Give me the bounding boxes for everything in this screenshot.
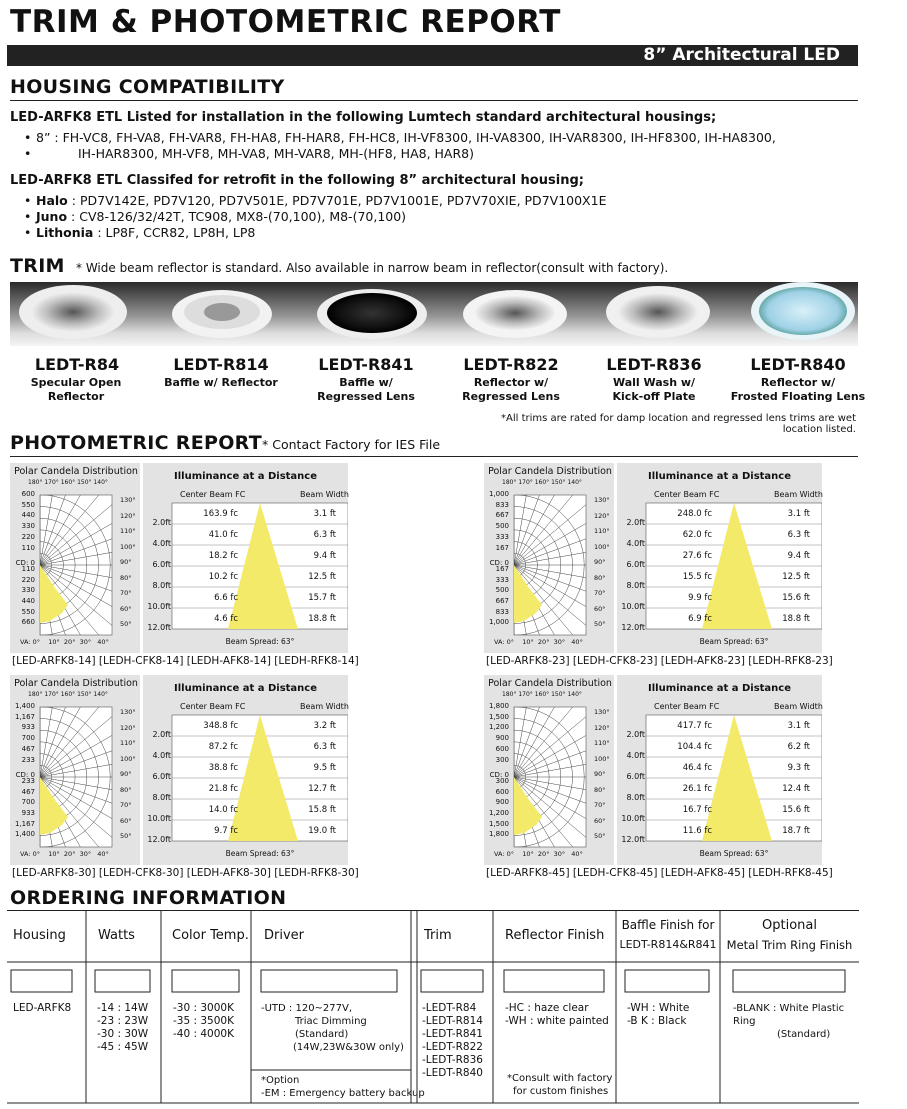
illum-title: Illuminance at a Distance bbox=[648, 471, 791, 482]
trim-photo-r822 bbox=[463, 290, 567, 338]
trim-desc: Specular Open Reflector bbox=[30, 376, 122, 403]
cd-tick: 700 bbox=[21, 734, 35, 743]
cd-tick: 900 bbox=[495, 798, 509, 807]
cd-tick: 550 bbox=[21, 500, 35, 509]
cd-tick: 1,000 bbox=[488, 618, 509, 627]
polar-angle-label: 130° bbox=[120, 496, 136, 504]
illum-title: Illuminance at a Distance bbox=[648, 683, 791, 694]
polar-top-labels: 180° 170° 160° 150° 140° bbox=[28, 479, 108, 486]
cd-tick: 660 bbox=[21, 618, 35, 627]
polar-top-labels: 180° 170° 160° 150° 140° bbox=[28, 691, 108, 698]
cd-tick: 330 bbox=[21, 586, 35, 595]
trim-photo-r814 bbox=[172, 290, 272, 338]
photometric-note: * Contact Factory for IES File bbox=[262, 437, 441, 452]
illum-title: Illuminance at a Distance bbox=[174, 471, 317, 482]
trim-note: * Wide beam reflector is standard. Also available in narrow beam in reflector(consult with factory). bbox=[76, 261, 669, 275]
report-caption: [LED-ARFK8-30] [LEDH-CFK8-30] [LEDH-AFK8-30] [LEDH-RFK8-30] bbox=[12, 867, 359, 879]
distance-label: 12.0ft bbox=[147, 835, 171, 844]
report-caption: [LED-ARFK8-23] [LEDH-CFK8-23] [LEDH-AFK8-23] [LEDH-RFK8-23] bbox=[486, 655, 833, 667]
center-beam-fc: 18.2 fc bbox=[208, 551, 238, 561]
housing-value: LED-ARFK8 bbox=[13, 1002, 72, 1014]
center-beam-fc: 62.0 fc bbox=[682, 530, 712, 540]
polar-title: Polar Candela Distribution bbox=[488, 678, 612, 689]
distance-label: 4.0ft bbox=[626, 751, 645, 760]
retrofit-list bbox=[22, 193, 862, 241]
listed-line: • IH-HAR8300, MH-VF8, MH-VA8, MH-VAR8, MH-(HF8, HA8, HAR8) bbox=[22, 146, 862, 162]
trim-photos bbox=[10, 282, 858, 346]
trim-photo-r841 bbox=[317, 289, 427, 339]
polar-angle-label: 110° bbox=[120, 527, 136, 535]
polar-angle-label: 80° bbox=[120, 573, 132, 582]
polar-angle-label: 130° bbox=[594, 708, 610, 716]
beam-width: 6.3 ft bbox=[313, 742, 336, 752]
distance-label: 8.0ft bbox=[626, 793, 645, 802]
col-trim: Trim bbox=[424, 928, 452, 943]
polar-angle-label: 50° bbox=[594, 620, 606, 628]
cd-tick: 1,167 bbox=[14, 819, 35, 828]
trim-desc: Regressed Lens bbox=[462, 390, 560, 403]
cd-tick: 667 bbox=[495, 597, 509, 605]
beam-width: 9.4 ft bbox=[787, 551, 810, 561]
cd-tick: 233 bbox=[21, 776, 35, 785]
center-beam-fc: 163.9 fc bbox=[203, 509, 238, 519]
cd-label: CD: 0 bbox=[489, 771, 509, 779]
watts-list: -14 : 14W -23 : 23W -30 : 30W -45 : 45W bbox=[97, 1002, 149, 1053]
beam-width: 9.5 ft bbox=[313, 763, 336, 773]
center-beam-fc: 14.0 fc bbox=[208, 805, 238, 815]
beam-width: 9.3 ft bbox=[787, 763, 810, 773]
retrofit-item: • Halo : PD7V142E, PD7V120, PD7V501E, PD7V701E, PD7V1001E, PD7V70XIE, PD7V100X1E bbox=[22, 193, 862, 209]
center-beam-fc: 46.4 fc bbox=[682, 763, 712, 773]
trim-heading: TRIM bbox=[10, 255, 65, 277]
col-center-beam: Center Beam FC bbox=[654, 490, 720, 499]
trim-name: LEDT-R840 bbox=[750, 355, 846, 374]
polar-angle-label: 60° bbox=[594, 604, 606, 613]
photometric-report bbox=[10, 675, 380, 885]
beam-width: 18.8 ft bbox=[308, 614, 336, 624]
polar-angle-label: 110° bbox=[120, 739, 136, 747]
optional-list: -BLANK : White Plastic Ring (Standard) bbox=[733, 1003, 845, 1040]
center-beam-fc: 26.1 fc bbox=[682, 784, 712, 794]
polar-angle-label: 100° bbox=[120, 542, 136, 551]
cd-tick: 1,500 bbox=[488, 712, 509, 721]
trim-desc: Reflector w/ bbox=[473, 376, 549, 389]
cd-tick: 600 bbox=[21, 490, 35, 498]
photometric-report bbox=[484, 463, 854, 673]
polar-angle-label: 70° bbox=[594, 589, 606, 597]
beam-width: 3.2 ft bbox=[313, 721, 336, 731]
polar-angle-label: 80° bbox=[594, 785, 606, 794]
polar-bottom-labels: VA: 0° 10° 20° 30° 40° bbox=[494, 638, 583, 646]
photometric-report bbox=[484, 675, 854, 885]
photometric-heading: PHOTOMETRIC REPORT* Contact Factory for IES File bbox=[10, 432, 441, 454]
beam-spread: Beam Spread: 63° bbox=[699, 637, 769, 646]
beam-spread: Beam Spread: 63° bbox=[225, 637, 295, 646]
photometric-report bbox=[10, 463, 380, 673]
distance-label: 12.0ft bbox=[621, 835, 645, 844]
distance-label: 8.0ft bbox=[152, 793, 171, 802]
polar-title: Polar Candela Distribution bbox=[14, 678, 138, 689]
col-beam-width: Beam Width bbox=[300, 490, 349, 499]
col-beam-width: Beam Width bbox=[774, 490, 823, 499]
trim-photo-r836 bbox=[606, 286, 710, 338]
distance-label: 10.0ft bbox=[147, 602, 171, 611]
center-beam-fc: 104.4 fc bbox=[677, 742, 712, 752]
center-beam-fc: 248.0 fc bbox=[677, 509, 712, 519]
trim-desc: Wall Wash w/ bbox=[612, 376, 696, 389]
center-beam-fc: 15.5 fc bbox=[682, 572, 712, 582]
beam-width: 15.8 ft bbox=[308, 805, 336, 815]
polar-title: Polar Candela Distribution bbox=[14, 466, 138, 477]
col-beam-width: Beam Width bbox=[300, 702, 349, 711]
polar-angle-label: 60° bbox=[594, 816, 606, 825]
polar-bottom-labels: VA: 0° 10° 20° 30° 40° bbox=[20, 638, 109, 646]
center-beam-fc: 38.8 fc bbox=[208, 763, 238, 773]
polar-title: Polar Candela Distribution bbox=[488, 466, 612, 477]
cd-tick: 440 bbox=[21, 511, 35, 520]
distance-label: 4.0ft bbox=[626, 539, 645, 548]
cd-tick: 440 bbox=[21, 597, 35, 605]
polar-angle-label: 70° bbox=[594, 801, 606, 809]
illum-title: Illuminance at a Distance bbox=[174, 683, 317, 694]
distance-label: 10.0ft bbox=[621, 814, 645, 823]
listed-list bbox=[22, 130, 862, 162]
trim-desc: Baffle w/ bbox=[339, 376, 393, 389]
beam-width: 18.8 ft bbox=[782, 614, 810, 624]
polar-angle-label: 120° bbox=[120, 723, 136, 732]
trim-name: LEDT-R814 bbox=[173, 355, 269, 374]
distance-label: 4.0ft bbox=[152, 539, 171, 548]
polar-angle-label: 90° bbox=[594, 558, 606, 566]
distance-label: 8.0ft bbox=[152, 581, 171, 590]
beam-width: 15.6 ft bbox=[782, 593, 810, 603]
divider bbox=[10, 100, 858, 101]
polar-angle-label: 60° bbox=[120, 604, 132, 613]
divider bbox=[10, 456, 858, 457]
center-beam-fc: 87.2 fc bbox=[208, 742, 238, 752]
center-beam-fc: 6.9 fc bbox=[688, 614, 712, 624]
polar-angle-label: 70° bbox=[120, 801, 132, 809]
col-driver: Driver bbox=[264, 928, 305, 943]
trim-photo-strip bbox=[10, 282, 858, 346]
cd-tick: 833 bbox=[495, 607, 509, 616]
center-beam-fc: 417.7 fc bbox=[677, 721, 712, 731]
col-color: Color Temp. bbox=[172, 928, 249, 943]
cd-tick: 833 bbox=[495, 500, 509, 509]
trim-desc: Regressed Lens bbox=[317, 390, 415, 403]
polar-angle-label: 50° bbox=[120, 620, 132, 628]
report-caption: [LED-ARFK8-45] [LEDH-CFK8-45] [LEDH-AFK8-45] [LEDH-RFK8-45] bbox=[486, 867, 833, 879]
cd-tick: 330 bbox=[21, 522, 35, 531]
col-baffle-2: LEDT-R814&R841 bbox=[619, 938, 717, 951]
trim-footnote: *All trims are rated for damp location and regressed lens trims are wet location listed. bbox=[501, 413, 856, 435]
col-center-beam: Center Beam FC bbox=[180, 490, 246, 499]
polar-bottom-labels: VA: 0° 10° 20° 30° 40° bbox=[20, 850, 109, 858]
trim-desc: Baffle w/ Reflector bbox=[164, 376, 278, 389]
trim-name: LEDT-R836 bbox=[606, 355, 702, 374]
center-beam-fc: 348.8 fc bbox=[203, 721, 238, 731]
beam-width: 12.5 ft bbox=[782, 572, 810, 582]
distance-label: 2.0ft bbox=[626, 518, 645, 527]
page-title: TRIM & PHOTOMETRIC REPORT bbox=[10, 4, 561, 40]
distance-label: 10.0ft bbox=[147, 814, 171, 823]
cd-tick: 1,400 bbox=[14, 702, 35, 710]
beam-width: 3.1 ft bbox=[787, 509, 810, 519]
cd-tick: 600 bbox=[495, 744, 509, 753]
polar-angle-label: 50° bbox=[120, 832, 132, 840]
trim-desc: Reflector w/ bbox=[760, 376, 836, 389]
retrofit-intro: LED-ARFK8 ETL Classifed for retrofit in the following 8” architectural housing; bbox=[10, 173, 584, 188]
trim-desc: Kick-off Plate bbox=[612, 390, 696, 403]
polar-angle-label: 60° bbox=[120, 816, 132, 825]
beam-width: 12.5 ft bbox=[308, 572, 336, 582]
cd-tick: 167 bbox=[495, 564, 509, 573]
polar-bottom-labels: VA: 0° 10° 20° 30° 40° bbox=[494, 850, 583, 858]
center-beam-fc: 10.2 fc bbox=[208, 572, 238, 582]
baffle-list: -WH : White -B K : Black bbox=[627, 1002, 690, 1027]
trim-name: LEDT-R822 bbox=[463, 355, 559, 374]
center-beam-fc: 41.0 fc bbox=[208, 530, 238, 540]
col-center-beam: Center Beam FC bbox=[180, 702, 246, 711]
cd-tick: 467 bbox=[21, 787, 35, 796]
trim-photo-r84 bbox=[19, 285, 127, 339]
cd-tick: 1,167 bbox=[14, 712, 35, 721]
beam-width: 12.7 ft bbox=[308, 784, 336, 794]
distance-label: 2.0ft bbox=[626, 730, 645, 739]
cd-tick: 1,200 bbox=[488, 809, 509, 817]
center-beam-fc: 27.6 fc bbox=[682, 551, 712, 561]
beam-width: 3.1 ft bbox=[313, 509, 336, 519]
cd-tick: 600 bbox=[495, 787, 509, 796]
cd-tick: 500 bbox=[495, 522, 509, 531]
col-optional-1: Optional bbox=[762, 918, 817, 933]
polar-angle-label: 130° bbox=[594, 496, 610, 504]
cd-tick: 700 bbox=[21, 798, 35, 807]
retrofit-item: • Juno : CV8-126/32/42T, TC908, MX8-(70,100), M8-(70,100) bbox=[22, 209, 862, 225]
center-beam-fc: 16.7 fc bbox=[682, 805, 712, 815]
beam-width: 18.7 ft bbox=[782, 826, 810, 836]
col-center-beam: Center Beam FC bbox=[654, 702, 720, 711]
beam-width: 3.1 ft bbox=[787, 721, 810, 731]
beam-width: 6.3 ft bbox=[787, 530, 810, 540]
polar-angle-label: 100° bbox=[594, 754, 610, 763]
distance-label: 6.0ft bbox=[152, 772, 171, 781]
polar-angle-label: 80° bbox=[594, 573, 606, 582]
polar-angle-label: 90° bbox=[120, 770, 132, 778]
cd-tick: 1,800 bbox=[488, 702, 509, 710]
polar-angle-label: 90° bbox=[120, 558, 132, 566]
cd-label: CD: 0 bbox=[489, 559, 509, 567]
polar-angle-label: 130° bbox=[120, 708, 136, 716]
distance-label: 12.0ft bbox=[621, 623, 645, 632]
cd-tick: 233 bbox=[21, 755, 35, 764]
cd-tick: 933 bbox=[21, 809, 35, 817]
cd-tick: 300 bbox=[495, 755, 509, 764]
polar-angle-label: 120° bbox=[120, 511, 136, 520]
beam-spread: Beam Spread: 63° bbox=[699, 849, 769, 858]
housing-heading: HOUSING COMPATIBILITY bbox=[10, 76, 285, 98]
ordering-heading: ORDERING INFORMATION bbox=[10, 887, 287, 909]
distance-label: 2.0ft bbox=[152, 730, 171, 739]
center-beam-fc: 9.9 fc bbox=[688, 593, 712, 603]
reflector-list: -HC : haze clear -WH : white painted bbox=[505, 1002, 609, 1027]
trim-name: LEDT-R841 bbox=[318, 355, 414, 374]
distance-label: 8.0ft bbox=[626, 581, 645, 590]
cd-tick: 1,400 bbox=[14, 830, 35, 839]
distance-label: 6.0ft bbox=[626, 772, 645, 781]
distance-label: 2.0ft bbox=[152, 518, 171, 527]
retrofit-item: • Lithonia : LP8F, CCR82, LP8H, LP8 bbox=[22, 225, 862, 241]
reflector-note: *Consult with factory for custom finishes bbox=[507, 1073, 613, 1097]
center-beam-fc: 21.8 fc bbox=[208, 784, 238, 794]
cd-tick: 900 bbox=[495, 734, 509, 743]
cd-tick: 933 bbox=[21, 723, 35, 732]
driver-option: *Option -EM : Emergency battery backup bbox=[261, 1075, 425, 1099]
beam-width: 15.6 ft bbox=[782, 805, 810, 815]
distance-label: 10.0ft bbox=[621, 602, 645, 611]
distance-label: 12.0ft bbox=[147, 623, 171, 632]
trim-desc: Frosted Floating Lens bbox=[730, 390, 866, 403]
polar-angle-label: 110° bbox=[594, 739, 610, 747]
beam-width: 19.0 ft bbox=[308, 826, 336, 836]
driver-list: -UTD : 120~277V, Triac Dimming (Standard) (14W,23W&30W only) bbox=[261, 1003, 404, 1053]
center-beam-fc: 4.6 fc bbox=[214, 614, 238, 624]
cd-label: CD: 0 bbox=[15, 771, 35, 779]
cd-tick: 1,200 bbox=[488, 723, 509, 732]
cd-tick: 333 bbox=[495, 575, 509, 584]
cd-tick: 1,800 bbox=[488, 830, 509, 839]
beam-width: 9.4 ft bbox=[313, 551, 336, 561]
polar-angle-label: 70° bbox=[120, 589, 132, 597]
listed-intro: LED-ARFK8 ETL Listed for installation in the following Lumtech standard architectural housings; bbox=[10, 110, 717, 125]
polar-top-labels: 180° 170° 160° 150° 140° bbox=[502, 479, 582, 486]
trim-photo-r840 bbox=[751, 282, 855, 340]
beam-width: 12.4 ft bbox=[782, 784, 810, 794]
polar-angle-label: 80° bbox=[120, 785, 132, 794]
center-beam-fc: 11.6 fc bbox=[682, 826, 712, 836]
col-beam-width: Beam Width bbox=[774, 702, 823, 711]
cd-tick: 467 bbox=[21, 744, 35, 753]
cd-tick: 300 bbox=[495, 776, 509, 785]
beam-width: 6.2 ft bbox=[787, 742, 810, 752]
center-beam-fc: 9.7 fc bbox=[214, 826, 238, 836]
cd-tick: 220 bbox=[21, 575, 35, 584]
center-beam-fc: 6.6 fc bbox=[214, 593, 238, 603]
trim-list: -LEDT-R84 -LEDT-R814 -LEDT-R841 -LEDT-R822 -LEDT-R836 -LEDT-R840 bbox=[422, 1002, 483, 1079]
cd-label: CD: 0 bbox=[15, 559, 35, 567]
listed-line: • 8” : FH-VC8, FH-VA8, FH-VAR8, FH-HA8, FH-HAR8, FH-HC8, IH-VF8300, IH-VA8300, IH-VAR8300, IH-HF8300, IH-HA8300, bbox=[22, 130, 862, 146]
subtitle-bar bbox=[7, 45, 858, 66]
polar-angle-label: 100° bbox=[594, 542, 610, 551]
polar-angle-label: 120° bbox=[594, 723, 610, 732]
cd-tick: 220 bbox=[21, 532, 35, 541]
polar-top-labels: 180° 170° 160° 150° 140° bbox=[502, 691, 582, 698]
beam-width: 6.3 ft bbox=[313, 530, 336, 540]
cd-tick: 167 bbox=[495, 543, 509, 552]
cd-tick: 1,500 bbox=[488, 819, 509, 828]
report-caption: [LED-ARFK8-14] [LEDH-CFK8-14] [LEDH-AFK8-14] [LEDH-RFK8-14] bbox=[12, 655, 359, 667]
beam-width: 15.7 ft bbox=[308, 593, 336, 603]
cd-tick: 333 bbox=[495, 532, 509, 541]
subtitle: 8” Architectural LED bbox=[643, 45, 840, 65]
ordering-table bbox=[7, 910, 859, 1105]
cd-tick: 110 bbox=[21, 564, 35, 573]
distance-label: 6.0ft bbox=[626, 560, 645, 569]
cd-tick: 110 bbox=[21, 543, 35, 552]
distance-label: 4.0ft bbox=[152, 751, 171, 760]
polar-angle-label: 110° bbox=[594, 527, 610, 535]
cd-tick: 550 bbox=[21, 607, 35, 616]
beam-spread: Beam Spread: 63° bbox=[225, 849, 295, 858]
cd-tick: 1,000 bbox=[488, 490, 509, 498]
cd-tick: 500 bbox=[495, 586, 509, 595]
polar-angle-label: 90° bbox=[594, 770, 606, 778]
cd-tick: 667 bbox=[495, 511, 509, 520]
trim-name: LEDT-R84 bbox=[34, 355, 120, 374]
col-optional-2: Metal Trim Ring Finish bbox=[726, 938, 853, 952]
col-baffle-1: Baffle Finish for bbox=[621, 918, 715, 932]
polar-angle-label: 120° bbox=[594, 511, 610, 520]
distance-label: 6.0ft bbox=[152, 560, 171, 569]
col-watts: Watts bbox=[98, 928, 135, 943]
color-list: -30 : 3000K -35 : 3500K -40 : 4000K bbox=[173, 1002, 234, 1040]
col-housing: Housing bbox=[13, 928, 66, 943]
polar-angle-label: 50° bbox=[594, 832, 606, 840]
col-reflector: Reflector Finish bbox=[505, 928, 605, 943]
polar-angle-label: 100° bbox=[120, 754, 136, 763]
